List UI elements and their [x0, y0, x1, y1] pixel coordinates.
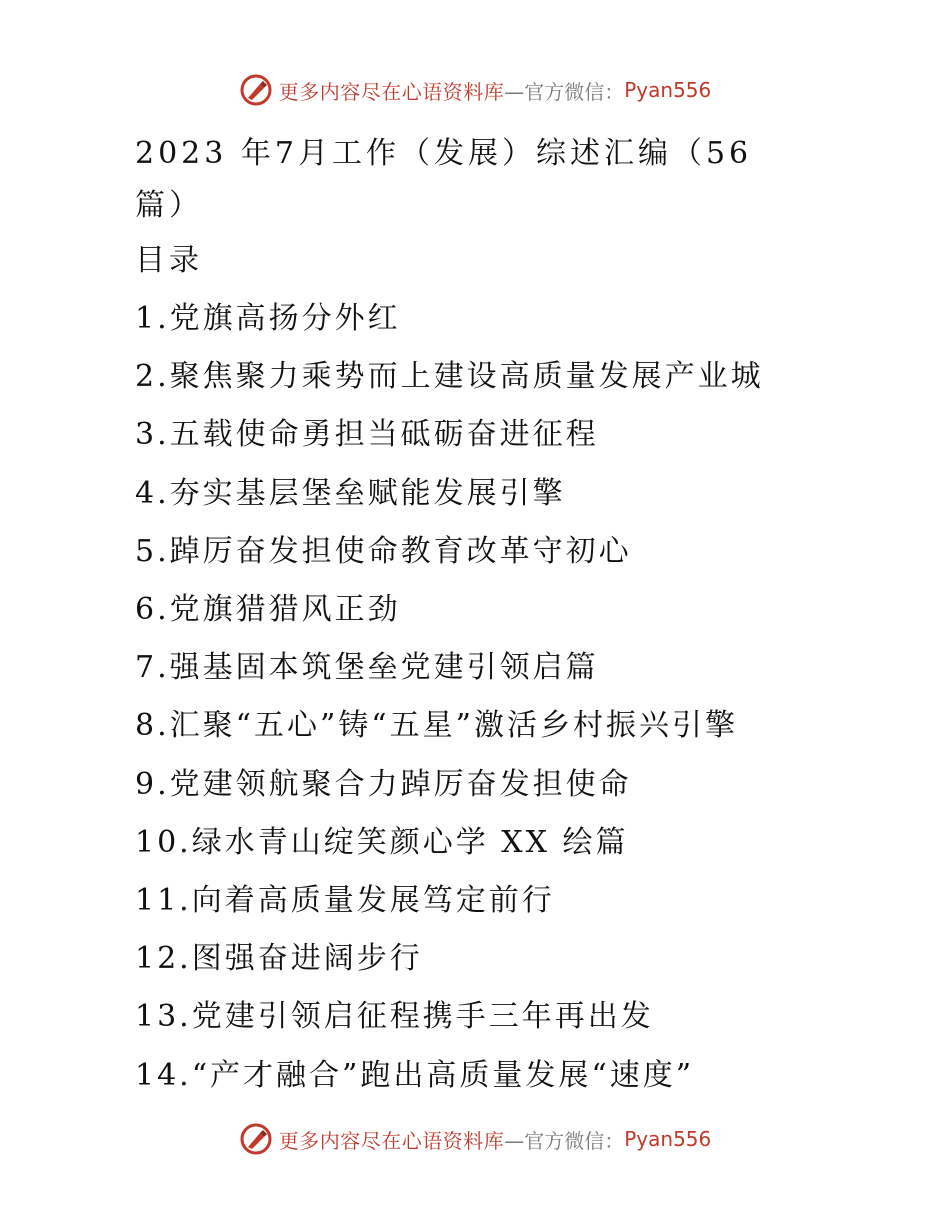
- toc-item: 7.强基固本筑堡垒党建引领启篇: [135, 650, 599, 686]
- toc-item: 1.党旗高扬分外红: [135, 301, 401, 336]
- toc-item: 12.图强奋进阔步行: [135, 941, 423, 977]
- toc-item: 10.绿水青山绽笑颜心学 XX 绘篇: [135, 824, 629, 860]
- table-of-contents: [135, 290, 935, 1105]
- toc-heading: 目录: [135, 243, 203, 278]
- toc-item: 9.党建领航聚合力踔厉奋发担使命: [135, 766, 632, 802]
- watermark-separator: —官方微信：: [504, 1128, 625, 1153]
- toc-item: 4.夯实基层堡垒赋能发展引擎: [135, 475, 566, 511]
- toc-item: 11.向着高质量发展笃定前行: [135, 883, 555, 919]
- watermark-brand: 更多内容尽在心语资料库: [278, 79, 505, 104]
- watermark-footer: [0, 1119, 950, 1159]
- toc-item: 8.汇聚“五心”铸“五星”激活乡村振兴引擎: [135, 708, 738, 744]
- document-title: 2023 年7月工作（发展）综述汇编（56篇）: [135, 136, 753, 223]
- pen-logo-icon: [239, 73, 273, 107]
- document-body: [135, 128, 935, 1105]
- toc-item: 13.党建引领启征程携手三年再出发: [135, 999, 654, 1035]
- toc-item: 2.聚焦聚力乘势而上建设高质量发展产业城: [135, 359, 764, 395]
- pen-logo-icon: [239, 1122, 273, 1156]
- watermark-separator: —官方微信：: [504, 79, 625, 104]
- watermark-handle: Pyan556: [624, 1127, 712, 1151]
- watermark-brand: 更多内容尽在心语资料库: [278, 1128, 505, 1153]
- toc-item: 5.踔厉奋发担使命教育改革守初心: [135, 533, 632, 569]
- watermark-handle: Pyan556: [624, 78, 712, 102]
- watermark-header: [0, 70, 950, 110]
- toc-item: 3.五载使命勇担当砥砺奋进征程: [135, 417, 599, 453]
- toc-item: 6.党旗猎猎风正劲: [135, 592, 401, 628]
- toc-item: 14.“产才融合”跑出高质量发展“速度”: [135, 1057, 695, 1093]
